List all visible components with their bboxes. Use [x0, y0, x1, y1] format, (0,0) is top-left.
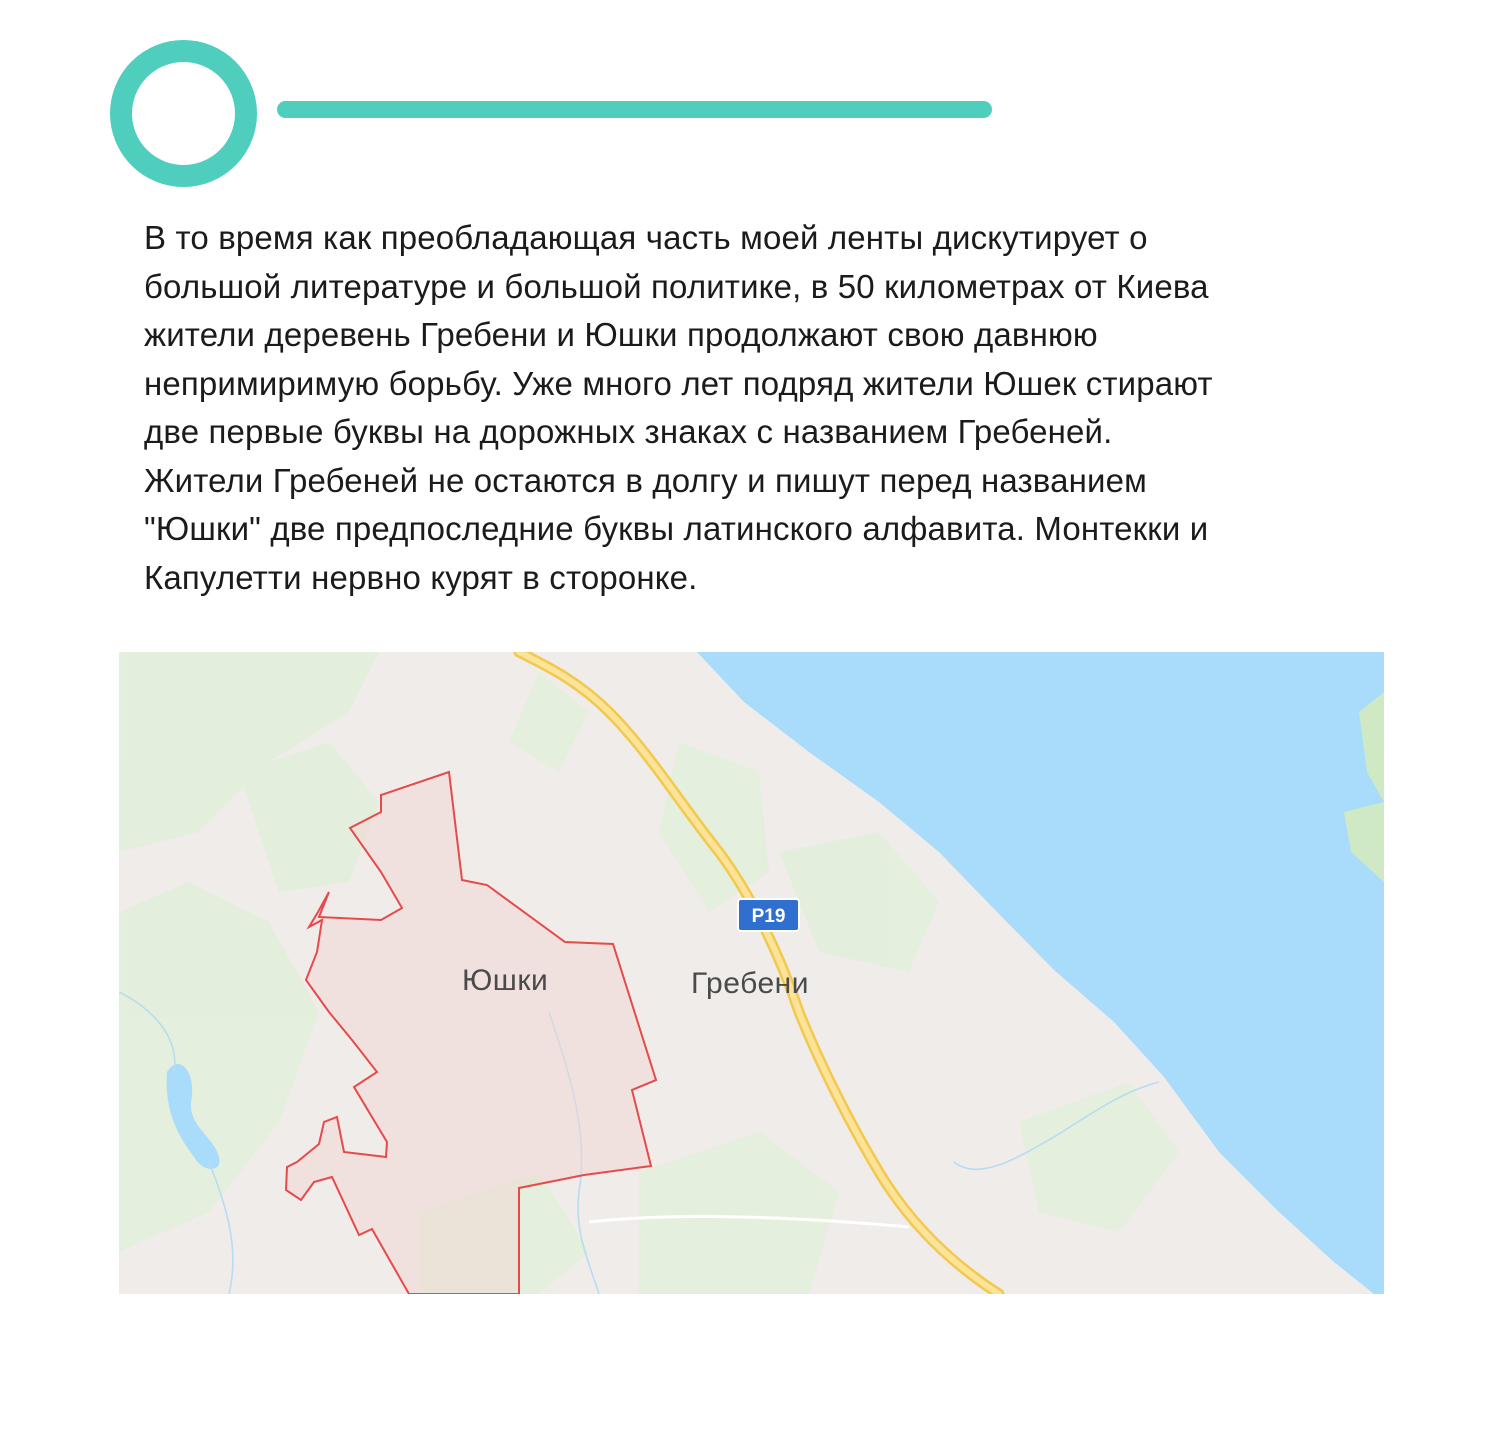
post-text-line: две первые буквы на дорожных знаках с названием Гребеней. [144, 413, 1113, 450]
header-decoration [0, 0, 1500, 200]
map-image [119, 652, 1384, 1294]
post-text-line: "Юшки" две предпоследние буквы латинского алфавита. Монтекки и [144, 510, 1209, 547]
decorative-line [277, 101, 992, 118]
map-label-yushki: Юшки [462, 964, 549, 997]
post-text-line: жители деревень Гребени и Юшки продолжают свою давнюю [144, 316, 1098, 353]
post-text [144, 214, 1394, 602]
post-text-line: большой литературе и большой политике, в 50 километрах от Киева [144, 267, 1209, 305]
post-text-line: Капулетти нервно курят в сторонке. [144, 558, 698, 596]
map-label-grebeni: Гребени [691, 967, 809, 1000]
road-shield-label: Р19 [751, 906, 786, 927]
post-text-line: непримиримую борьбу. Уже много лет подряд жители Юшек стирают [144, 364, 1213, 402]
post-text-line: В то время как преобладающая часть моей ленты дискутирует о [144, 219, 1148, 256]
map-canvas [119, 652, 1384, 1294]
decorative-ring [110, 40, 257, 187]
post-text-line: Жители Гребеней не остаются в долгу и пишут перед названием [144, 461, 1147, 499]
road-shield-icon [738, 899, 799, 931]
